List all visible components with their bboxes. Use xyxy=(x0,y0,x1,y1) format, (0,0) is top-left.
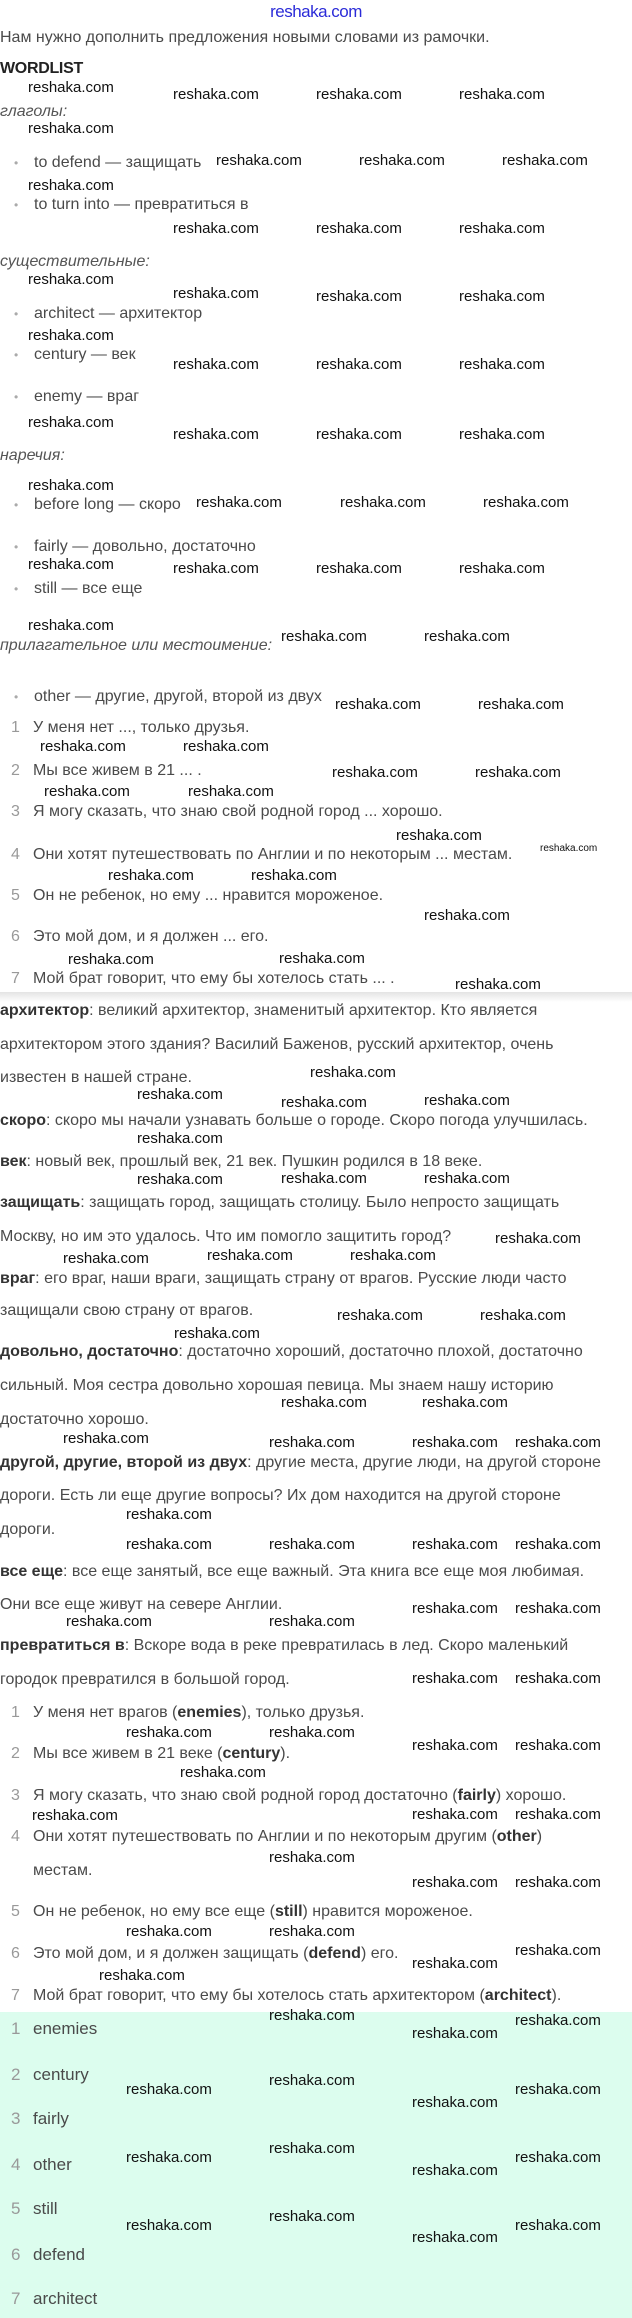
watermark-text: reshaka.com xyxy=(28,617,114,634)
definition-text: архитектором этого здания? Василий Баженов, русский архитектор, очень xyxy=(0,1036,554,1053)
watermark-text: reshaka.com xyxy=(475,764,561,781)
watermark-text: reshaka.com xyxy=(28,271,114,288)
watermark-text: reshaka.com xyxy=(412,1536,498,1553)
watermark-text: reshaka.com xyxy=(337,1307,423,1324)
task-text: У меня нет ..., только друзья. xyxy=(33,719,250,736)
watermark-text: reshaka.com xyxy=(502,152,588,169)
definition-line xyxy=(0,1376,554,1396)
answer-text: Они хотят путешествовать по Англии и по некоторым другим ( xyxy=(33,1828,497,1845)
definition-term: другой, другие, второй из двух xyxy=(0,1454,248,1471)
word-item: • century — век xyxy=(34,345,136,365)
definition-text: сильный. Моя сестра довольно хорошая певица. Мы знаем нашу историю xyxy=(0,1377,554,1394)
watermark-text: reshaka.com xyxy=(455,976,541,993)
watermark-text: reshaka.com xyxy=(412,1806,498,1823)
short-answer-item xyxy=(11,2109,69,2129)
watermark-text: reshaka.com xyxy=(412,2025,498,2042)
watermark-text: reshaka.com xyxy=(424,1092,510,1109)
watermark-text: reshaka.com xyxy=(188,783,274,800)
watermark-text: reshaka.com xyxy=(540,843,598,854)
definition-line xyxy=(0,1269,566,1289)
watermark-text: reshaka.com xyxy=(412,2229,498,2246)
short-answer-item xyxy=(11,2155,72,2175)
definition-line xyxy=(0,1670,290,1690)
definition-term: век xyxy=(0,1153,27,1170)
watermark-text: reshaka.com xyxy=(459,86,545,103)
watermark-text: reshaka.com xyxy=(480,1307,566,1324)
watermark-text: reshaka.com xyxy=(335,696,421,713)
watermark-text: reshaka.com xyxy=(269,2072,355,2089)
definition-text: : другие места, другие люди, на другой стороне xyxy=(247,1454,601,1471)
watermark-text: reshaka.com xyxy=(216,152,302,169)
definition-line xyxy=(0,1562,584,1582)
watermark-text: reshaka.com xyxy=(310,1064,396,1081)
watermark-text: reshaka.com xyxy=(424,1170,510,1187)
watermark-text: reshaka.com xyxy=(515,1806,601,1823)
watermark-text: reshaka.com xyxy=(459,288,545,305)
watermark-text: reshaka.com xyxy=(515,2081,601,2098)
watermark-text: reshaka.com xyxy=(28,327,114,344)
watermark-text: reshaka.com xyxy=(412,1874,498,1891)
task-number: 7 xyxy=(11,970,20,987)
short-answer-item xyxy=(11,2199,58,2219)
word-item: • to turn into — превратиться в xyxy=(34,195,248,215)
watermark-text: reshaka.com xyxy=(173,86,259,103)
watermark-text: reshaka.com xyxy=(279,950,365,967)
answer-number: 4 xyxy=(11,2155,21,2174)
watermark-text: reshaka.com xyxy=(63,1250,149,1267)
watermark-text: reshaka.com xyxy=(359,152,445,169)
definition-text: дороги. xyxy=(0,1521,56,1538)
answer-number: 3 xyxy=(11,2109,21,2128)
category-nouns: существительные: xyxy=(0,253,150,270)
task-number: 1 xyxy=(11,719,20,736)
watermark-text: reshaka.com xyxy=(412,1737,498,1754)
watermark-text: reshaka.com xyxy=(478,696,564,713)
answer-item xyxy=(11,1902,473,1922)
task-item xyxy=(11,845,513,865)
definition-text: : Вскоре вода в реке превратилась в лед. Скоро маленький xyxy=(124,1637,569,1654)
definition-term: скоро xyxy=(0,1112,47,1129)
watermark-text: reshaka.com xyxy=(174,1325,260,1342)
definition-line xyxy=(0,1342,583,1362)
definition-term: довольно, достаточно xyxy=(0,1343,179,1360)
answer-number: 7 xyxy=(11,1987,20,2004)
definition-line xyxy=(0,1001,537,1021)
watermark-text: reshaka.com xyxy=(173,285,259,302)
watermark-text: reshaka.com xyxy=(173,356,259,373)
definition-text: : скоро мы начали узнавать больше о городе. Скоро погода улучшилась. xyxy=(46,1112,588,1129)
answer-word: fairly xyxy=(457,1787,496,1804)
watermark-text: reshaka.com xyxy=(515,1670,601,1687)
definition-line xyxy=(0,1636,568,1656)
answer-item xyxy=(11,1703,365,1723)
answer-text: Это мой дом, и я должен защищать ( xyxy=(33,1945,309,1962)
watermark-text: reshaka.com xyxy=(412,1434,498,1451)
watermark-text: reshaka.com xyxy=(251,867,337,884)
definition-text: известен в нашей стране. xyxy=(0,1069,192,1086)
watermark-text: reshaka.com xyxy=(515,2217,601,2234)
definition-term: все еще xyxy=(0,1563,63,1580)
answer-word: defend xyxy=(308,1945,361,1962)
watermark-text: reshaka.com xyxy=(28,414,114,431)
answer-number: 4 xyxy=(11,1828,20,1845)
watermark-text: reshaka.com xyxy=(108,867,194,884)
answer-number: 3 xyxy=(11,1787,20,1804)
watermark-text: reshaka.com xyxy=(281,1094,367,1111)
watermark-text: reshaka.com xyxy=(515,2149,601,2166)
definition-text: : великий архитектор, знаменитый архитектор. Кто является xyxy=(89,1002,538,1019)
answer-number: 6 xyxy=(11,1945,20,1962)
watermark-text: reshaka.com xyxy=(269,2140,355,2157)
watermark-text: reshaka.com xyxy=(173,426,259,443)
answer-word: century xyxy=(222,1745,281,1762)
definition-term: превратиться в xyxy=(0,1637,125,1654)
definition-text: : достаточно хороший, достаточно плохой, достаточно xyxy=(178,1343,583,1360)
watermark-text: reshaka.com xyxy=(32,1807,118,1824)
watermark-text: reshaka.com xyxy=(173,560,259,577)
watermark-text: reshaka.com xyxy=(412,2162,498,2179)
definition-line xyxy=(0,1111,588,1131)
watermark-text: reshaka.com xyxy=(180,1764,266,1781)
definition-text: Они все еще живут на севере Англии. xyxy=(0,1596,283,1613)
word-item: • still — все еще xyxy=(34,579,142,599)
task-text: Он не ребенок, но ему ... нравится мороженое. xyxy=(33,887,384,904)
watermark-text: reshaka.com xyxy=(422,1394,508,1411)
intro-text: Нам нужно дополнить предложения новыми словами из рамочки. xyxy=(0,29,490,46)
task-number: 4 xyxy=(11,846,20,863)
answer-text: Он не ребенок, но ему все еще ( xyxy=(33,1903,275,1920)
answer-number: 7 xyxy=(11,2289,21,2308)
task-number: 5 xyxy=(11,887,20,904)
watermark-text: reshaka.com xyxy=(515,1874,601,1891)
answer-item xyxy=(11,1786,567,1806)
category-adverbs: наречия: xyxy=(0,447,65,464)
definition-line xyxy=(0,1068,192,1088)
answer-text: Мы все живем в 21 веке ( xyxy=(33,1745,223,1762)
watermark-text: reshaka.com xyxy=(316,426,402,443)
definition-line xyxy=(0,1410,149,1430)
watermark-text: reshaka.com xyxy=(28,177,114,194)
definition-text: : все еще занятый, все еще важный. Эта книга все еще моя любимая. xyxy=(62,1563,585,1580)
task-number: 2 xyxy=(11,762,20,779)
watermark-text: reshaka.com xyxy=(495,1230,581,1247)
watermark-text: reshaka.com xyxy=(269,2208,355,2225)
watermark-text: reshaka.com xyxy=(332,764,418,781)
task-item xyxy=(11,927,269,947)
word-item: • enemy — враг xyxy=(34,387,139,407)
watermark-text: reshaka.com xyxy=(28,79,114,96)
answer-number: 1 xyxy=(11,1704,20,1721)
answer-number: 6 xyxy=(11,2245,21,2264)
word-item: • other — другие, другой, второй из двух xyxy=(34,687,322,707)
watermark-text: reshaka.com xyxy=(269,1613,355,1630)
watermark-text: reshaka.com xyxy=(515,1600,601,1617)
watermark-text: reshaka.com xyxy=(173,220,259,237)
watermark-text: reshaka.com xyxy=(459,426,545,443)
watermark-text: reshaka.com xyxy=(137,1171,223,1188)
watermark-text: reshaka.com xyxy=(316,288,402,305)
answer-word: defend xyxy=(33,2245,85,2264)
watermark-text: reshaka.com xyxy=(28,477,114,494)
task-text: Мы все живем в 21 ... . xyxy=(33,762,202,779)
answer-text: ). xyxy=(551,1987,562,2004)
word-item: • before long — скоро xyxy=(34,495,181,515)
definition-term: защищать xyxy=(0,1194,81,1211)
wordlist-title: WORDLIST xyxy=(0,60,83,77)
watermark-text: reshaka.com xyxy=(28,120,114,137)
short-answer-item xyxy=(11,2289,98,2309)
answer-word: other xyxy=(33,2155,72,2174)
watermark-text: reshaka.com xyxy=(126,1923,212,1940)
task-item xyxy=(11,969,395,989)
answer-text: ). xyxy=(280,1745,291,1762)
watermark-text: reshaka.com xyxy=(483,494,569,511)
answer-text: ) нравится мороженое. xyxy=(302,1903,473,1920)
task-item xyxy=(11,718,250,738)
watermark-text: reshaka.com xyxy=(316,560,402,577)
answer-text: У меня нет врагов ( xyxy=(33,1704,178,1721)
short-answer-item xyxy=(11,2245,85,2265)
answer-text: Мой брат говорит, что ему бы хотелось стать архитектором ( xyxy=(33,1987,485,2004)
task-item xyxy=(11,761,202,781)
answer-item xyxy=(11,1827,543,1847)
watermark-text: reshaka.com xyxy=(316,220,402,237)
word-item: • fairly — довольно, достаточно xyxy=(34,537,256,557)
watermark-text: reshaka.com xyxy=(412,1670,498,1687)
watermark-text: reshaka.com xyxy=(281,1394,367,1411)
definition-text: защищали свою страну от врагов. xyxy=(0,1302,254,1319)
answer-item xyxy=(11,1944,399,1964)
word-item: • to defend — защищать xyxy=(34,153,201,173)
watermark-text: reshaka.com xyxy=(269,1724,355,1741)
watermark-text: reshaka.com xyxy=(269,1434,355,1451)
watermark-text: reshaka.com xyxy=(137,1086,223,1103)
task-text: Мой брат говорит, что ему бы хотелось стать ... . xyxy=(33,970,395,987)
watermark-text: reshaka.com xyxy=(459,560,545,577)
watermark-text: reshaka.com xyxy=(340,494,426,511)
answer-word: enemies xyxy=(33,2019,98,2038)
answer-number: 2 xyxy=(11,2065,21,2084)
answer-word: still xyxy=(274,1903,303,1920)
watermark-text: reshaka.com xyxy=(281,1170,367,1187)
task-text: Это мой дом, и я должен ... его. xyxy=(33,928,269,945)
watermark-text: reshaka.com xyxy=(459,220,545,237)
answer-number: 1 xyxy=(11,2019,21,2038)
answer-text: ) его. xyxy=(360,1945,399,1962)
category-adjective: прилагательное или местоимение: xyxy=(0,637,273,654)
answer-continuation xyxy=(33,1861,92,1881)
definition-line xyxy=(0,1227,451,1247)
watermark-text: reshaka.com xyxy=(515,2012,601,2029)
answer-text: ) хорошо. xyxy=(495,1787,567,1804)
answer-text: ), только друзья. xyxy=(241,1704,365,1721)
definition-text: дороги. Есть ли еще другие вопросы? Их дом находится на другой стороне xyxy=(0,1487,561,1504)
answer-word: architect xyxy=(33,2289,98,2308)
watermark-text: reshaka.com xyxy=(316,86,402,103)
watermark-text: reshaka.com xyxy=(63,1430,149,1447)
task-text: Я могу сказать, что знаю свой родной город ... хорошо. xyxy=(33,803,443,820)
definition-text: : новый век, прошлый век, 21 век. Пушкин родился в 18 веке. xyxy=(26,1153,483,1170)
watermark-text: reshaka.com xyxy=(137,1130,223,1147)
answer-word: enemies xyxy=(177,1704,242,1721)
watermark-text: reshaka.com xyxy=(515,1434,601,1451)
watermark-text: reshaka.com xyxy=(66,1613,152,1630)
watermark-text: reshaka.com xyxy=(412,1955,498,1972)
answer-word: century xyxy=(33,2065,89,2084)
definition-line xyxy=(0,1520,55,1540)
answer-item xyxy=(11,1744,291,1764)
definition-text: городок превратился в большой город. xyxy=(0,1671,290,1688)
definition-term: враг xyxy=(0,1270,36,1287)
watermark-text: reshaka.com xyxy=(44,783,130,800)
watermark-text: reshaka.com xyxy=(269,1849,355,1866)
watermark-text: reshaka.com xyxy=(424,907,510,924)
watermark-text: reshaka.com xyxy=(126,2081,212,2098)
watermark-text: reshaka.com xyxy=(269,2007,355,2024)
definition-text: : его враг, наши враги, защищать страну от врагов. Русские люди часто xyxy=(35,1270,567,1287)
task-number: 6 xyxy=(11,928,20,945)
definition-text: достаточно хорошо. xyxy=(0,1411,149,1428)
task-item xyxy=(11,886,384,906)
watermark-text: reshaka.com xyxy=(459,356,545,373)
watermark-text: reshaka.com xyxy=(515,1737,601,1754)
answer-word: architect xyxy=(484,1987,552,2004)
watermark-text: reshaka.com xyxy=(126,2217,212,2234)
definition-text: : защищать город, защищать столицу. Было непросто защищать xyxy=(80,1194,560,1211)
answer-number: 2 xyxy=(11,1745,20,1762)
answer-item xyxy=(11,1986,562,2006)
watermark-text: reshaka.com xyxy=(424,628,510,645)
watermark-text: reshaka.com xyxy=(126,1536,212,1553)
watermark-text: reshaka.com xyxy=(396,827,482,844)
watermark-text: reshaka.com xyxy=(281,628,367,645)
answer-text: местам. xyxy=(33,1862,93,1879)
watermark-text: reshaka.com xyxy=(183,738,269,755)
watermark-text: reshaka.com xyxy=(126,2149,212,2166)
definition-line xyxy=(0,1453,601,1473)
definition-line xyxy=(0,1301,253,1321)
watermark-text: reshaka.com xyxy=(350,1247,436,1264)
definition-line xyxy=(0,1486,561,1506)
category-verbs: глаголы: xyxy=(0,103,68,120)
watermark-text: reshaka.com xyxy=(515,1536,601,1553)
watermark-text: reshaka.com xyxy=(515,1942,601,1959)
short-answer-item xyxy=(11,2019,98,2039)
answer-number: 5 xyxy=(11,2199,21,2218)
task-text: Они хотят путешествовать по Англии и по некоторым ... местам. xyxy=(33,846,513,863)
watermark-text: reshaka.com xyxy=(40,738,126,755)
watermark-text: reshaka.com xyxy=(269,1536,355,1553)
watermark-text: reshaka.com xyxy=(207,1247,293,1264)
answer-word: other xyxy=(496,1828,537,1845)
short-answer-item xyxy=(11,2065,89,2085)
answer-text: ) xyxy=(536,1828,543,1845)
watermark-text: reshaka.com xyxy=(412,1600,498,1617)
watermark-text: reshaka.com xyxy=(126,1724,212,1741)
definition-term: архитектор xyxy=(0,1002,90,1019)
definition-line xyxy=(0,1193,559,1213)
watermark-text: reshaka.com xyxy=(269,1923,355,1940)
definition-text: Москву, но им это удалось. Что им помогло защитить город? xyxy=(0,1228,452,1245)
task-item xyxy=(11,802,443,822)
watermark-text: reshaka.com xyxy=(126,1506,212,1523)
word-item: • architect — архитектор xyxy=(34,304,202,324)
watermark-text: reshaka.com xyxy=(412,2094,498,2111)
answer-number: 5 xyxy=(11,1903,20,1920)
answer-word: still xyxy=(33,2199,58,2218)
watermark-text: reshaka.com xyxy=(196,494,282,511)
watermark-text: reshaka.com xyxy=(316,356,402,373)
task-number: 3 xyxy=(11,803,20,820)
definition-line xyxy=(0,1035,553,1055)
site-link[interactable]: reshaka.com xyxy=(270,2,362,21)
answer-word: fairly xyxy=(33,2109,69,2128)
watermark-text: reshaka.com xyxy=(28,556,114,573)
answer-text: Я могу сказать, что знаю свой родной город достаточно ( xyxy=(33,1787,458,1804)
watermark-text: reshaka.com xyxy=(99,1967,185,1984)
watermark-text: reshaka.com xyxy=(68,951,154,968)
definition-line xyxy=(0,1595,282,1615)
definition-line xyxy=(0,1152,482,1172)
